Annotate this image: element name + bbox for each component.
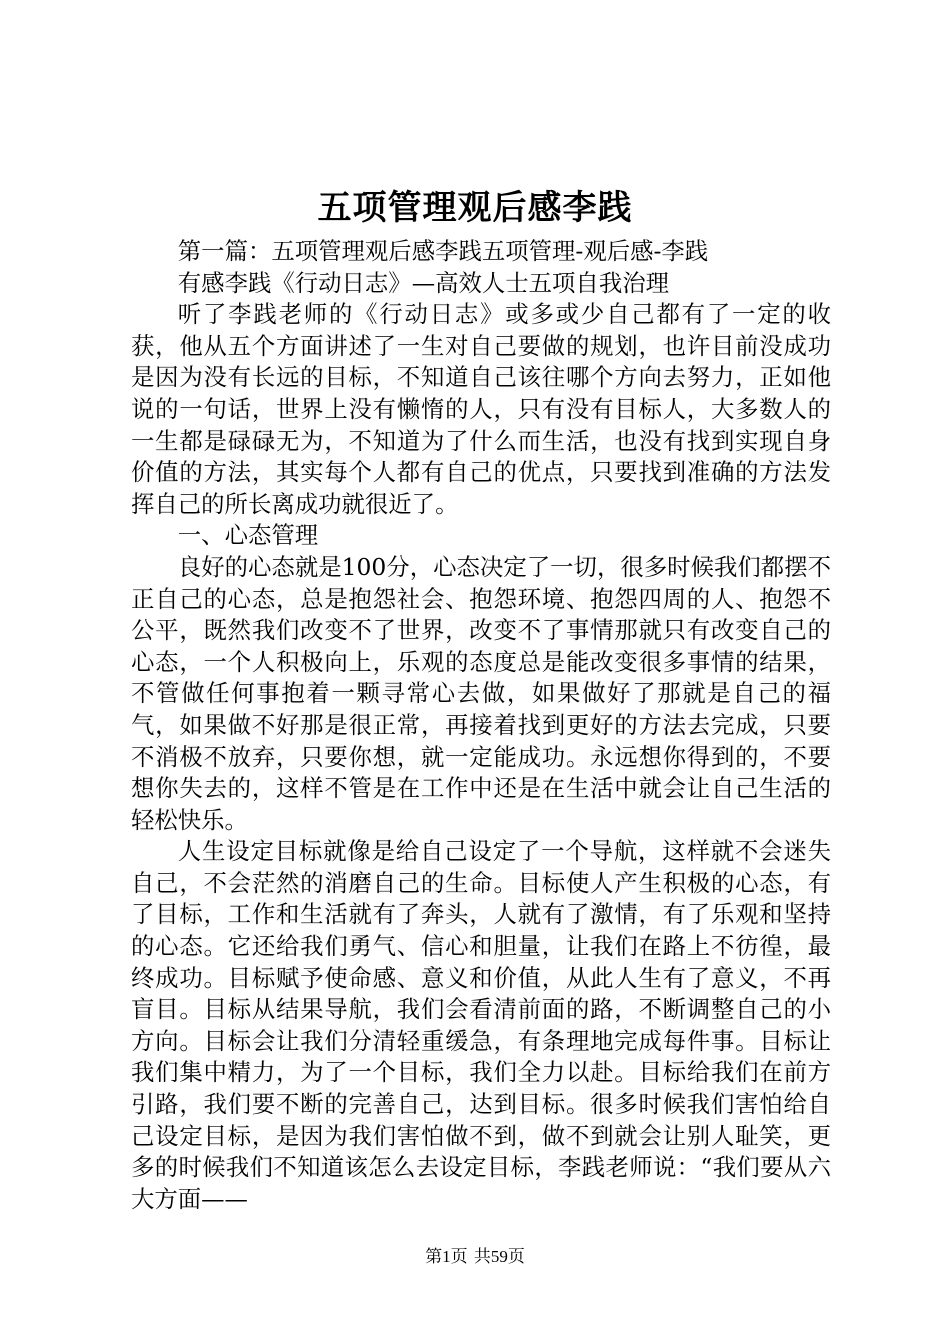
paragraph-subtitle: 有感李践《行动日志》—高效人士五项自我治理	[177, 268, 669, 297]
page-number: 第1页	[425, 1247, 468, 1266]
document-body	[131, 236, 831, 1215]
paragraph-first-section-heading: 第一篇：五项管理观后感李践五项管理-观后感-李践	[177, 237, 709, 265]
document-title: 五项管理观后感李践	[317, 188, 633, 228]
paragraph-goals: 人生设定目标就像是给自己设定了一个导航，这样就不会迷失自己，不会茫然的消磨自己的生命。目标使人产生积极的心态，有了目标，工作和生活就有了奔头，人就有了激情，有了乐观和坚持的心态。它还给我们勇气、信心和胆量，让我们在路上不彷徨，最终成功。目标赋予使命感、意义和价值，从此人生有了意义，不再盲目。目标从结果导航，我们会看清前面的路，不断调整自己的小方向。目标会让我们分清轻重缓急，有条理地完成每件事。目标让我们集中精力，为了一个目标，我们全力以赴。目标给我们在前方引路，我们要不断的完善自己，达到目标。很多时候我们害怕给自己设定目标，是因为我们害怕做不到，做不到就会让别人耻笑，更多的时候我们不知道该怎么去设定目标，李践老师说：“我们要从六大方面——	[131, 837, 831, 1213]
section-heading-mindset: 一、心态管理	[177, 521, 319, 550]
paragraph-mindset: 良好的心态就是100分，心态决定了一切，很多时候我们都摆不正自己的心态，总是抱怨社会、抱怨环境、抱怨四周的人、抱怨不公平，既然我们改变不了世界，改变不了事情那就只有改变自己的心态，一个人积极向上，乐观的态度总是能改变很多事情的结果，不管做任何事抱着一颗寻常心去做，如果做好了那就是自己的福气，如果做不好那是很正常，再接着找到更好的方法去完成，只要不消极不放弃，只要你想，就一定能成功。永远想你得到的，不要想你失去的，这样不管是在工作中还是在生活中就会让自己生活的轻松快乐。	[131, 552, 831, 834]
paragraph-intro: 听了李践老师的《行动日志》或多或少自己都有了一定的收获，他从五个方面讲述了一生对自己要做的规划，也许目前没成功是因为没有长远的目标，不知道自己该往哪个方向去努力，正如他说的一句话，世界上没有懒惰的人，只有没有目标人，大多数人的一生都是碌碌无为，不知道为了什么而生活，也没有找到实现自身价值的方法，其实每个人都有自己的优点，只要找到准确的方法发挥自己的所长离成功就很近了。	[131, 300, 831, 518]
page-total: 共59页	[473, 1247, 525, 1266]
page-footer	[0, 1245, 950, 1269]
